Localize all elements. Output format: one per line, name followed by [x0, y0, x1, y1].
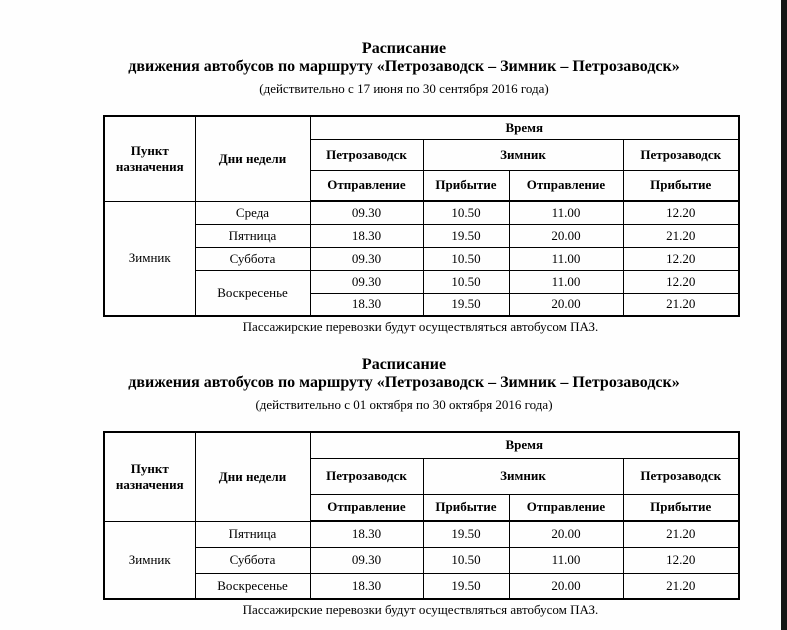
schedule-route-subtitle: движения автобусов по маршруту «Петрозаводск – Зимник – Петрозаводск» [128, 374, 680, 391]
schedule-validity-period: (действительно с 01 октября по 30 октября 2016 года) [255, 397, 553, 412]
day-cell: Среда [195, 201, 310, 224]
time-cell: 12.20 [623, 547, 739, 573]
time-header-cell: Время [310, 432, 739, 458]
time-cell: 09.30 [310, 201, 423, 224]
destination-cell: Зимник [104, 521, 195, 599]
table-row [104, 270, 739, 293]
time-cell: 18.30 [310, 293, 423, 316]
time-cell: 18.30 [310, 573, 423, 599]
table-row [104, 521, 739, 547]
day-cell: Суббота [195, 547, 310, 573]
time-cell: 10.50 [423, 201, 509, 224]
schedule-table [103, 115, 740, 317]
subcolumn-header-cell: Отправление [509, 494, 623, 521]
day-cell: Пятница [195, 521, 310, 547]
time-header-cell: Время [310, 116, 739, 139]
subcolumn-header-cell: Отправление [509, 170, 623, 201]
day-cell: Пятница [195, 224, 310, 247]
day-cell: Суббота [195, 247, 310, 270]
station-header-cell: Петрозаводск [310, 458, 423, 494]
time-cell: 19.50 [423, 224, 509, 247]
station-header-cell: Петрозаводск [623, 139, 739, 170]
time-cell: 10.50 [423, 547, 509, 573]
time-cell: 12.20 [623, 270, 739, 293]
schedule-note: Пассажирские перевозки будут осуществляться автобусом ПАЗ. [242, 319, 599, 334]
schedule-note: Пассажирские перевозки будут осуществляться автобусом ПАЗ. [242, 602, 599, 617]
schedule-validity-period: (действительно с 17 июня по 30 сентября 2016 года) [259, 81, 549, 96]
table-row [104, 573, 739, 599]
subcolumn-header-cell: Отправление [310, 494, 423, 521]
time-cell: 19.50 [423, 521, 509, 547]
schedule-table [103, 431, 740, 600]
time-cell: 12.20 [623, 201, 739, 224]
time-cell: 21.20 [623, 521, 739, 547]
time-cell: 10.50 [423, 270, 509, 293]
document-content [28, 0, 780, 617]
day-cell: Воскресенье [195, 573, 310, 599]
table-row [104, 201, 739, 224]
schedule-route-subtitle: движения автобусов по маршруту «Петрозаводск – Зимник – Петрозаводск» [128, 58, 680, 75]
time-cell: 21.20 [623, 224, 739, 247]
time-cell: 21.20 [623, 573, 739, 599]
destination-header-cell: Пункт назначения [104, 432, 195, 521]
time-cell: 18.30 [310, 224, 423, 247]
table-row [104, 224, 739, 247]
time-cell: 20.00 [509, 573, 623, 599]
time-cell: 20.00 [509, 293, 623, 316]
day-cell: Воскресенье [195, 270, 310, 316]
table-row [104, 547, 739, 573]
time-cell: 19.50 [423, 293, 509, 316]
destination-header-cell: Пункт назначения [104, 116, 195, 201]
subcolumn-header-cell: Прибытие [423, 170, 509, 201]
time-cell: 20.00 [509, 224, 623, 247]
time-cell: 18.30 [310, 521, 423, 547]
schedule-title: Расписание [361, 40, 447, 57]
station-header-cell: Петрозаводск [623, 458, 739, 494]
subcolumn-header-cell: Прибытие [423, 494, 509, 521]
subcolumn-header-cell: Прибытие [623, 494, 739, 521]
time-cell: 11.00 [509, 270, 623, 293]
station-header-cell: Петрозаводск [310, 139, 423, 170]
time-cell: 11.00 [509, 547, 623, 573]
station-header-cell: Зимник [423, 458, 623, 494]
time-cell: 10.50 [423, 247, 509, 270]
time-cell: 11.00 [509, 247, 623, 270]
station-header-cell: Зимник [423, 139, 623, 170]
time-cell: 20.00 [509, 521, 623, 547]
days-header-cell: Дни недели [195, 432, 310, 521]
table-row [104, 247, 739, 270]
time-cell: 11.00 [509, 201, 623, 224]
days-header-cell: Дни недели [195, 116, 310, 201]
schedule-title: Расписание [361, 356, 447, 373]
time-cell: 09.30 [310, 547, 423, 573]
time-cell: 12.20 [623, 247, 739, 270]
time-cell: 09.30 [310, 247, 423, 270]
schedule-section-summer [28, 40, 780, 334]
time-cell: 21.20 [623, 293, 739, 316]
time-cell: 09.30 [310, 270, 423, 293]
schedule-section-autumn [28, 356, 780, 617]
destination-cell: Зимник [104, 201, 195, 316]
time-cell: 19.50 [423, 573, 509, 599]
scan-edge-bar [781, 0, 787, 630]
subcolumn-header-cell: Отправление [310, 170, 423, 201]
subcolumn-header-cell: Прибытие [623, 170, 739, 201]
